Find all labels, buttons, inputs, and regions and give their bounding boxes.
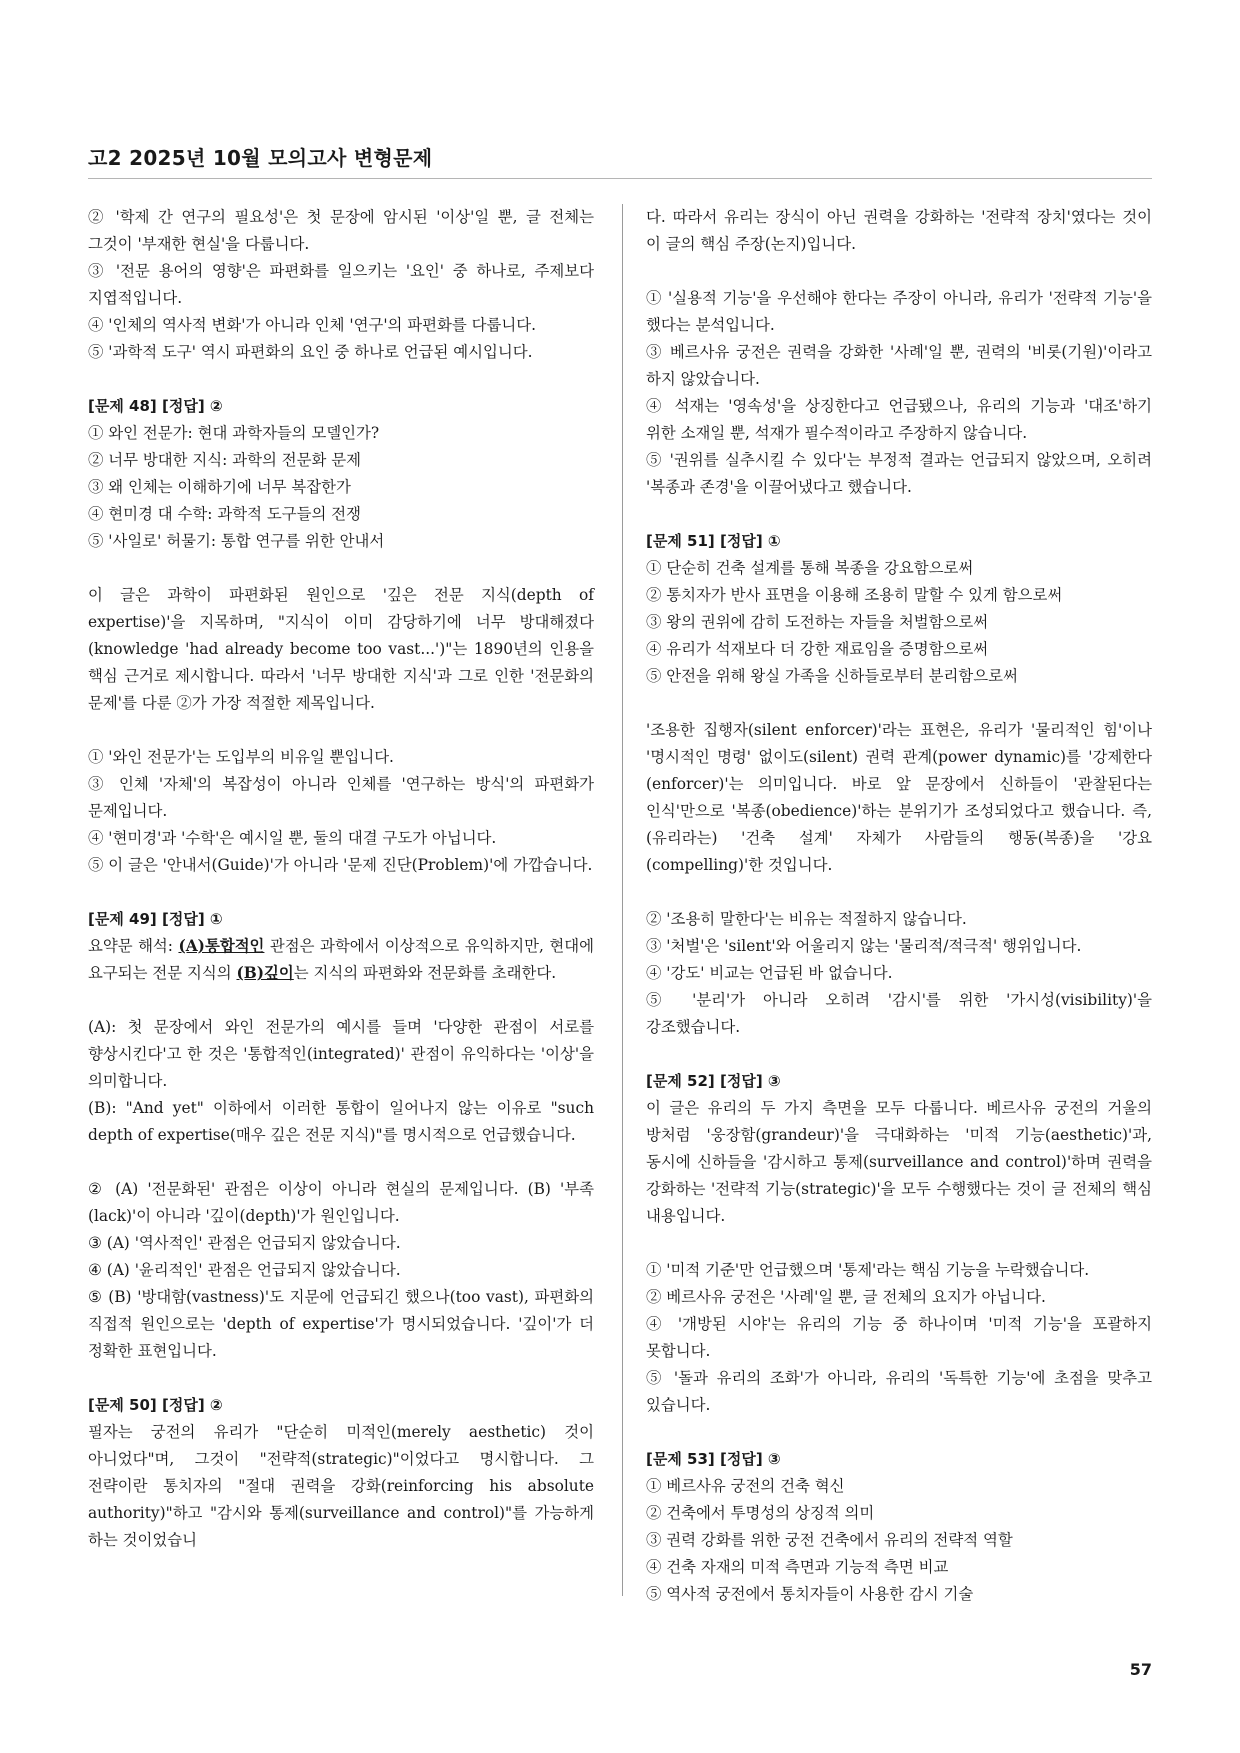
q48-explanation: 이 글은 과학이 파편화된 원인으로 '깊은 전문 지식(depth of expertise)'을 지목하며, "지식이 이미 감당하기에 너무 방대해졌다(knowledge 'had already become too vast...')"는 1890년의 인용을 핵심 근거로 제시합니다. 따라서 '너무 방대한 지식'과 그로 인한 '전문화의 문제'를 다룬 ②가 가장 적절한 제목입니다. [88, 586, 594, 712]
q51-option-5: ⑤ 안전을 위해 왕실 가족을 신하들로부터 분리함으로써 [646, 667, 1018, 685]
q49-blank-a: (A)통합적인 [178, 937, 265, 955]
q48-wrong-4: ④ '현미경'과 '수학'은 예시일 뿐, 둘의 대결 구도가 아닙니다. [88, 829, 497, 847]
q52-wrong-2: ② 베르사유 궁전은 '사례'일 뿐, 글 전체의 요지가 아닙니다. [646, 1288, 1046, 1306]
spacer [88, 879, 594, 906]
q52-wrong-4: ④ '개방된 시야'는 유리의 기능 중 하나이며 '미적 기능'을 포괄하지 못합니다. [646, 1315, 1152, 1360]
q53-heading: [문제 53] [정답] ③ [646, 1450, 781, 1468]
q48-option-5: ⑤ '사일로' 허물기: 통합 연구를 위한 안내서 [88, 532, 385, 550]
q48-wrong-1: ① '와인 전문가'는 도입부의 비유일 뿐입니다. [88, 748, 394, 766]
page-number: 57 [1129, 1660, 1152, 1679]
q48-wrong-5: ⑤ 이 글은 '안내서(Guide)'가 아니라 '문제 진단(Problem)'에 가깝습니다. [88, 856, 593, 874]
q50-heading: [문제 50] [정답] ② [88, 1396, 223, 1414]
header-divider [88, 178, 1152, 179]
q49-explanation-a: (A): 첫 문장에서 와인 전문가의 예시를 들며 '다양한 관점이 서로를 향상시킨다'고 한 것은 '통합적인(integrated)' 관점이 유익하다는 '이상'을 의미합니다. [88, 1018, 594, 1090]
spacer [646, 1230, 1152, 1257]
q48-option-1: ① 와인 전문가: 현대 과학자들의 모델인가? [88, 424, 380, 442]
q47-wrong-option-4: ④ '인체의 역사적 변화'가 아니라 인체 '연구'의 파편화를 다룹니다. [88, 316, 537, 334]
q48-option-2: ② 너무 방대한 지식: 과학의 전문화 문제 [88, 451, 361, 469]
spacer [88, 717, 594, 744]
q52-wrong-1: ① '미적 기준'만 언급했으며 '통제'라는 핵심 기능을 누락했습니다. [646, 1261, 1090, 1279]
spacer [646, 501, 1152, 528]
spacer [646, 1041, 1152, 1068]
spacer [646, 1419, 1152, 1446]
spacer [646, 258, 1152, 285]
q51-wrong-2: ② '조용히 말한다'는 비유는 적절하지 않습니다. [646, 910, 967, 928]
q51-wrong-5: ⑤ '분리'가 아니라 오히려 '감시'를 위한 '가시성(visibility)'을 강조했습니다. [646, 991, 1152, 1036]
q53-option-2: ② 건축에서 투명성의 상징적 의미 [646, 1504, 875, 1522]
spacer [88, 1149, 594, 1176]
q48-option-3: ③ 왜 인체는 이해하기에 너무 복잡한가 [88, 478, 351, 496]
q49-summary [88, 933, 594, 987]
q49-wrong-3: ③ (A) '역사적인' 관점은 언급되지 않았습니다. [88, 1234, 401, 1252]
q48-heading: [문제 48] [정답] ② [88, 397, 223, 415]
q51-wrong-3: ③ '처벌'은 'silent'와 어울리지 않는 '물리적/적극적' 행위입니다. [646, 937, 1082, 955]
spacer [88, 987, 594, 1014]
q50-explanation-part1: 필자는 궁전의 유리가 "단순히 미적인(merely aesthetic) 것이 아니었다"며, 그것이 "전략적(strategic)"이었다고 명시합니다. 그 전략이란 통치자의 "절대 권력을 강화(reinforcing his absolute authority)"하고 "감시와 통제(surveillance and control)"를 가능하게 하는 것이었습니 [88, 1423, 594, 1549]
q49-wrong-4: ④ (A) '윤리적인' 관점은 언급되지 않았습니다. [88, 1261, 401, 1279]
q47-wrong-option-5: ⑤ '과학적 도구' 역시 파편화의 요인 중 하나로 언급된 예시입니다. [88, 343, 533, 361]
spacer [646, 690, 1152, 717]
q49-explanation-b: (B): "And yet" 이하에서 이러한 통합이 일어나지 않는 이유로 "such depth of expertise(매우 깊은 전문 지식)"를 명시적으로 언급했습니다. [88, 1099, 594, 1144]
q51-option-2: ② 통치자가 반사 표면을 이용해 조용히 말할 수 있게 함으로써 [646, 586, 1063, 604]
q52-heading: [문제 52] [정답] ③ [646, 1072, 781, 1090]
spacer [88, 366, 594, 393]
q53-option-4: ④ 건축 자재의 미적 측면과 기능적 측면 비교 [646, 1558, 949, 1576]
q50-wrong-4: ④ 석재는 '영속성'을 상징한다고 언급됐으나, 유리의 기능과 '대조'하기 위한 소재일 뿐, 석재가 필수적이라고 주장하지 않습니다. [646, 397, 1152, 442]
q52-explanation: 이 글은 유리의 두 가지 측면을 모두 다룹니다. 베르사유 궁전의 거울의 방처럼 '웅장함(grandeur)'을 극대화하는 '미적 기능(aesthetic)'과, 동시에 신하들을 '감시하고 통제(surveillance and control)'하며 권력을 강화하는 '전략적 기능(strategic)'을 모두 수행했다는 것이 글 전체의 핵심 내용입니다. [646, 1099, 1152, 1225]
q51-option-4: ④ 유리가 석재보다 더 강한 재료임을 증명함으로써 [646, 640, 989, 658]
q49-summary-end: 는 지식의 파편화와 전문화를 초래한다. [293, 964, 557, 982]
q50-wrong-5: ⑤ '권위를 실추시킬 수 있다'는 부정적 결과는 언급되지 않았으며, 오히려 '복종과 존경'을 이끌어냈다고 했습니다. [646, 451, 1152, 496]
q47-wrong-option-2: ② '학제 간 연구의 필요성'은 첫 문장에 암시된 '이상'일 뿐, 글 전체는 그것이 '부재한 현실'을 다룹니다. [88, 208, 594, 253]
q49-wrong-2: ② (A) '전문화된' 관점은 이상이 아니라 현실의 문제입니다. (B) '부족(lack)'이 아니라 '깊이(depth)'가 원인입니다. [88, 1180, 594, 1225]
q49-summary-lead: 요약문 해석: [88, 937, 179, 955]
q51-wrong-4: ④ '강도' 비교는 언급된 바 없습니다. [646, 964, 893, 982]
q48-wrong-3: ③ 인체 '자체'의 복잡성이 아니라 인체를 '연구하는 방식'의 파편화가 문제입니다. [88, 775, 594, 820]
spacer [646, 879, 1152, 906]
q51-heading: [문제 51] [정답] ① [646, 532, 781, 550]
q49-summary-mid: 관점은 과학에서 이상적으로 유익하지만, 현대에 요구되는 전문 지식의 [88, 937, 594, 982]
spacer [88, 555, 594, 582]
q51-option-3: ③ 왕의 권위에 감히 도전하는 자들을 처벌함으로써 [646, 613, 989, 631]
q50-explanation-part2: 다. 따라서 유리는 장식이 아닌 권력을 강화하는 '전략적 장치'였다는 것이 이 글의 핵심 주장(논지)입니다. [646, 208, 1152, 253]
q48-option-4: ④ 현미경 대 수학: 과학적 도구들의 전쟁 [88, 505, 361, 523]
q50-wrong-1: ① '실용적 기능'을 우선해야 한다는 주장이 아니라, 유리가 '전략적 기능'을 했다는 분석입니다. [646, 289, 1152, 334]
q49-wrong-5: ⑤ (B) '방대함(vastness)'도 지문에 언급되긴 했으나(too vast), 파편화의 직접적 원인으로는 'depth of expertise'가 명시되었습니다. '깊이'가 더 정확한 표현입니다. [88, 1288, 594, 1360]
q53-option-5: ⑤ 역사적 궁전에서 통치자들이 사용한 감시 기술 [646, 1585, 974, 1603]
left-column [88, 204, 594, 1554]
q53-option-3: ③ 권력 강화를 위한 궁전 건축에서 유리의 전략적 역할 [646, 1531, 1013, 1549]
q51-explanation: '조용한 집행자(silent enforcer)'라는 표현은, 유리가 '물리적인 힘'이나 '명시적인 명령' 없이도(silent) 권력 관계(power dynamic)를 '강제한다(enforcer)'는 의미입니다. 바로 앞 문장에서 신하들이 '관찰된다는 인식'만으로 '복종(obedience)'하는 분위기가 조성되었다고 했습니다. 즉, (유리라는) '건축 설계' 자체가 사람들의 행동(복종)을 '강요(compelling)'한 것입니다. [646, 721, 1152, 874]
q50-wrong-3: ③ 베르사유 궁전은 권력을 강화한 '사례'일 뿐, 권력의 '비롯(기원)'이라고 하지 않았습니다. [646, 343, 1152, 388]
q49-heading: [문제 49] [정답] ① [88, 910, 223, 928]
q52-wrong-5: ⑤ '돌과 유리의 조화'가 아니라, 유리의 '독특한 기능'에 초점을 맞추고 있습니다. [646, 1369, 1152, 1414]
page-title: 고2 2025년 10월 모의고사 변형문제 [88, 146, 433, 170]
spacer [88, 1365, 594, 1392]
column-divider [622, 204, 623, 1596]
q53-option-1: ① 베르사유 궁전의 건축 혁신 [646, 1477, 845, 1495]
q47-wrong-option-3: ③ '전문 용어의 영향'은 파편화를 일으키는 '요인' 중 하나로, 주제보다 지엽적입니다. [88, 262, 594, 307]
right-column [646, 204, 1152, 1608]
q51-option-1: ① 단순히 건축 설계를 통해 복종을 강요함으로써 [646, 559, 974, 577]
q49-blank-b: (B)깊이 [236, 964, 294, 982]
